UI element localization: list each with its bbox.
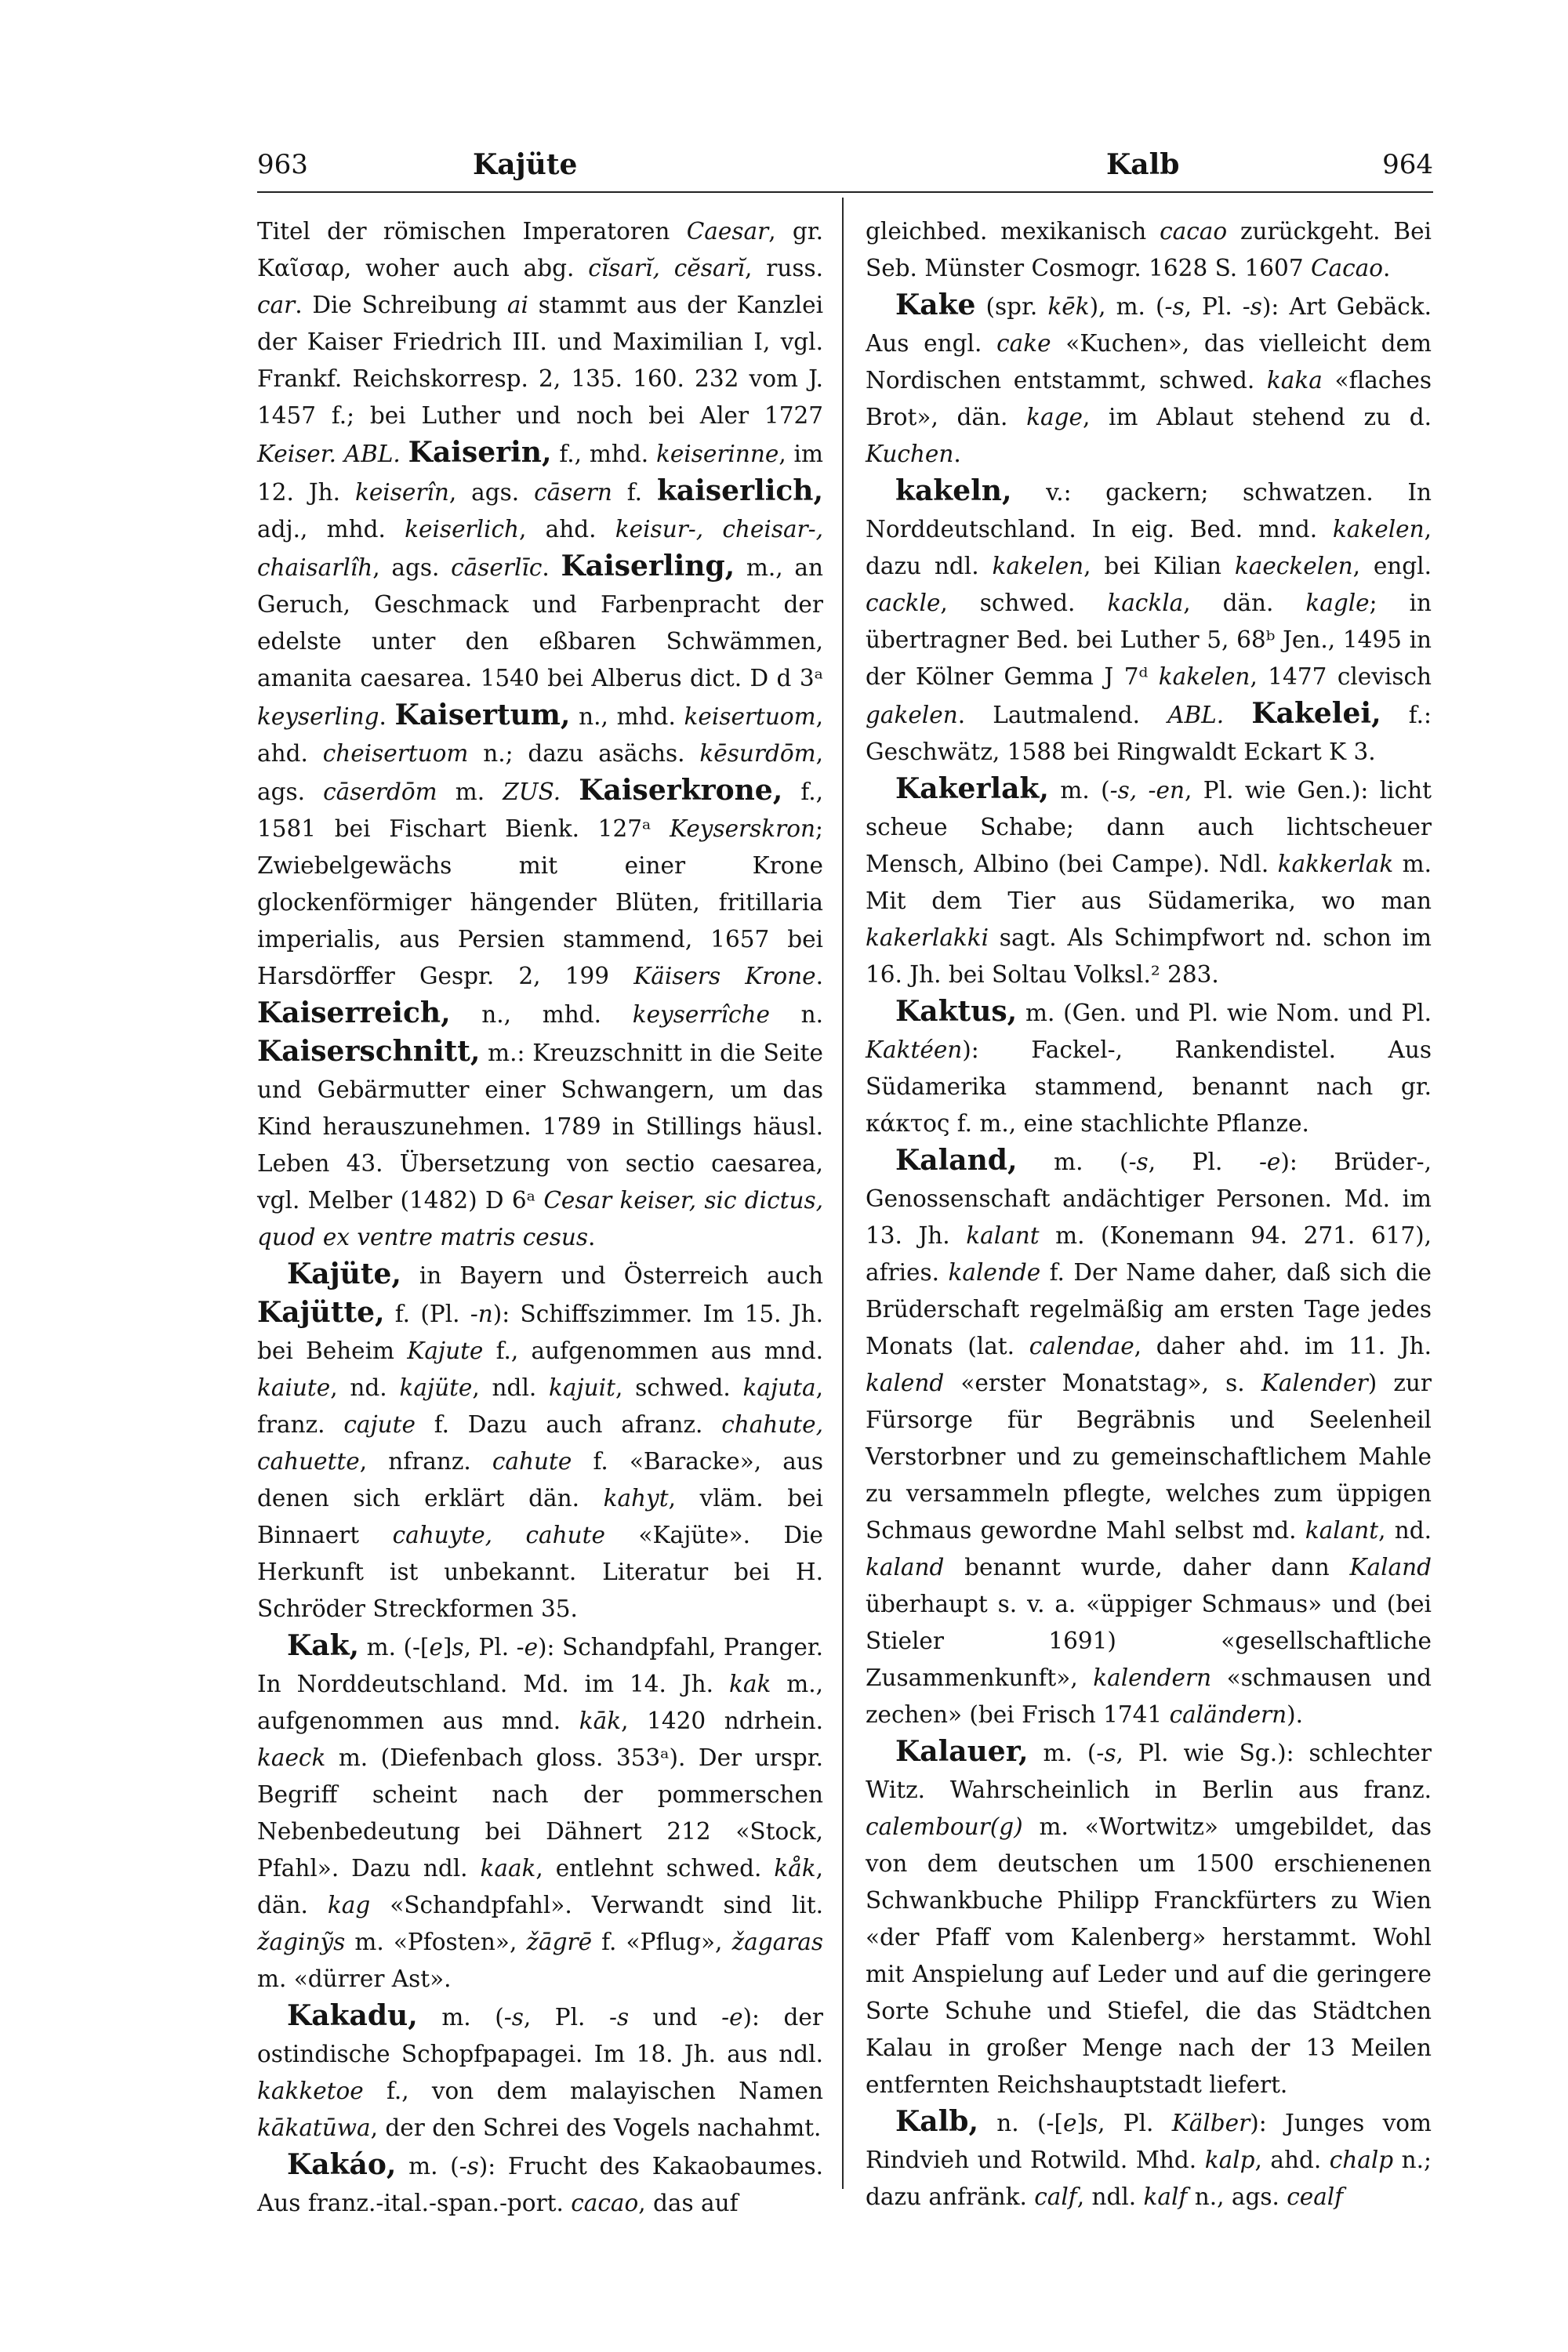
entry-text: m. ( bbox=[396, 2153, 459, 2180]
entry-text: ), m. ( bbox=[1089, 293, 1165, 320]
italic-form: kakerlakki bbox=[866, 924, 989, 951]
entry-text: f., mhd. bbox=[551, 441, 656, 467]
italic-form: cajute bbox=[343, 1411, 416, 1438]
headword: Kak, bbox=[287, 1629, 360, 1662]
entry-text: ): Fackel-, Rankendistel. Aus Südamerika stammend, benannt nach gr. κάκτος f. m., eine stachlichte Pflanze. bbox=[866, 1036, 1432, 1137]
entry-text: n.; dazu asächs. bbox=[468, 740, 700, 767]
entry-text: ): Schiffszimmer. Im 15. Jh. bei Beheim bbox=[257, 1301, 823, 1364]
italic-form: kakketoe bbox=[257, 2078, 364, 2104]
italic-form: Kälber bbox=[1171, 2110, 1250, 2136]
entry-text: m. ( bbox=[417, 2004, 504, 2031]
entry-text: , 1477 clevisch bbox=[1250, 663, 1432, 690]
italic-form: cheisertuom bbox=[322, 740, 469, 767]
italic-form: chalp bbox=[1329, 2147, 1394, 2173]
entry-text: «Kajüte». Die Herkunft ist unbekannt. Literatur bei H. Schröder Streckformen 35. bbox=[257, 1522, 823, 1622]
dictionary-entry bbox=[257, 1256, 823, 1628]
italic-form: kalant bbox=[1305, 1517, 1379, 1544]
running-head bbox=[257, 141, 1433, 188]
italic-form: kāk bbox=[579, 1708, 622, 1734]
entry-text: . Lautmalend. bbox=[957, 702, 1168, 728]
left-column bbox=[257, 213, 823, 2222]
entry-text: , im 12. Jh. bbox=[257, 441, 823, 506]
italic-form: kak bbox=[728, 1671, 771, 1697]
italic-form: ABL. bbox=[1167, 702, 1225, 728]
italic-form: -s bbox=[609, 2004, 630, 2031]
italic-form: kagle bbox=[1305, 590, 1370, 616]
italic-form: kalp bbox=[1204, 2147, 1255, 2173]
italic-form: -s bbox=[459, 2153, 479, 2180]
italic-form: kaiute bbox=[257, 1374, 331, 1401]
italic-form: žagaras bbox=[731, 1929, 824, 1955]
entry-text: , ndl. bbox=[1076, 2183, 1144, 2210]
entry-text: n.; dazu anfränk. bbox=[866, 2147, 1432, 2210]
left-page-number: 963 bbox=[257, 149, 308, 180]
italic-form: e bbox=[1062, 2110, 1077, 2136]
italic-form: -e bbox=[516, 1634, 539, 1661]
dictionary-entry bbox=[866, 213, 1432, 287]
entry-text: m. «Wortwitz» umgebildet, das von dem deutschen um 1500 erschienenen Schwankbuche Philipp Franckfürters zu Wien «der Pfaff vom Kalenberg» herstammt. Wohl mit Anspielung auf Leder und auf die geringere Sorte Schuhe und Stiefel, die das Städtchen Kalau in großer Menge nach der 13 Meilen entfernten Reichshauptstadt liefert. bbox=[866, 1813, 1432, 2098]
entry-text: m. (Konemann 94. 271. 617), afries. bbox=[866, 1222, 1432, 1286]
italic-form: -s bbox=[1242, 293, 1262, 320]
italic-form: kaland bbox=[866, 1554, 945, 1581]
italic-form: ZUS. bbox=[503, 779, 561, 805]
italic-form: Cesar keiser, sic dictus, quod ex ventre matris cesus bbox=[257, 1187, 823, 1250]
headword: Kaiserschnitt, bbox=[257, 1035, 481, 1068]
italic-form: žāgrē bbox=[526, 1929, 593, 1955]
entry-text: ): Schandpfahl, Pranger. In Norddeutschland. Md. im 14. Jh. bbox=[257, 1634, 824, 1697]
headword: kakeln, bbox=[895, 474, 1012, 507]
entry-text: , ahd. bbox=[519, 516, 615, 543]
entry-text: m. ( bbox=[1048, 777, 1110, 804]
italic-form: kaak bbox=[480, 1855, 536, 1882]
column-divider bbox=[842, 198, 844, 2189]
italic-form: -s, -en bbox=[1109, 777, 1185, 804]
entry-text: und bbox=[629, 2004, 722, 2031]
italic-form: Käisers Krone bbox=[633, 963, 816, 989]
dictionary-entry bbox=[866, 1733, 1432, 2103]
italic-form: s bbox=[452, 1634, 464, 1661]
italic-form: keyserling bbox=[257, 703, 379, 730]
dictionary-entry bbox=[257, 1628, 823, 1998]
headword: Kaiserreich, bbox=[257, 996, 451, 1029]
italic-form: Caesar bbox=[686, 218, 769, 245]
italic-form: ai bbox=[506, 292, 528, 318]
italic-form: s bbox=[1085, 2110, 1098, 2136]
headword: Kaktus, bbox=[895, 995, 1018, 1028]
entry-text: «flaches Brot», dän. bbox=[866, 367, 1432, 430]
italic-form: -s bbox=[1128, 1149, 1149, 1175]
headword: Kakerlak, bbox=[895, 772, 1049, 805]
italic-form: kakelen bbox=[1158, 663, 1250, 690]
entry-text: m. (Diefenbach gloss. 353ᵃ). Der urspr. Begriff scheint nach der pommerschen Nebenbedeutung bei Dähnert 212 «Stock, Pfahl». Dazu ndl. bbox=[257, 1744, 823, 1882]
entry-text: «Schandpfahl». Verwandt sind lit. bbox=[370, 1892, 823, 1918]
entry-text: , gr. Καῖσαρ, woher auch abg. bbox=[257, 218, 823, 281]
entry-text: «Kuchen», das vielleicht dem Nordischen entstammt, schwed. bbox=[866, 330, 1432, 394]
italic-form: Cacao bbox=[1310, 255, 1383, 281]
entry-text: benannt wurde, daher dann bbox=[944, 1554, 1350, 1581]
entry-text: f. (Pl. bbox=[384, 1301, 470, 1327]
entry-text: , ags. bbox=[448, 479, 535, 506]
italic-form: cake bbox=[996, 330, 1051, 357]
italic-form: -n bbox=[470, 1301, 493, 1327]
entry-text: , vläm. bei Binnaert bbox=[257, 1485, 823, 1548]
italic-form: keisur-, cheisar-, chaisarlîh bbox=[257, 516, 823, 581]
entry-text: f., von dem malayischen Namen bbox=[363, 2078, 823, 2104]
italic-form: kākatūwa bbox=[257, 2114, 371, 2141]
italic-form: kage bbox=[1026, 404, 1083, 430]
entry-text: n., mhd. bbox=[570, 703, 684, 730]
italic-form: Kalender bbox=[1261, 1370, 1368, 1396]
entry-text: . bbox=[588, 1224, 596, 1250]
entry-text: , Pl. bbox=[1098, 2110, 1172, 2136]
italic-form: caländern bbox=[1169, 1701, 1287, 1728]
italic-form: cĭsarĭ, cĕsarĭ bbox=[588, 255, 745, 281]
italic-form: kahyt bbox=[603, 1485, 669, 1512]
headword: Kaiserkrone, bbox=[579, 774, 783, 807]
entry-text: m. (-[ bbox=[359, 1634, 430, 1661]
entry-text: n., ags. bbox=[1187, 2183, 1287, 2210]
header-rule bbox=[257, 191, 1433, 193]
dictionary-entry bbox=[257, 213, 823, 1256]
entry-text: , das auf bbox=[638, 2190, 739, 2216]
italic-form: Kaktéen bbox=[866, 1036, 963, 1063]
italic-form: keiserlich bbox=[405, 516, 520, 543]
entry-text: «schmausen und zechen» (bei Frisch 1741 bbox=[866, 1664, 1432, 1728]
dictionary-entry bbox=[866, 1142, 1432, 1733]
entry-text: n. (-[ bbox=[978, 2110, 1063, 2136]
italic-form: kakelen bbox=[992, 553, 1084, 579]
headword: Kaiserin, bbox=[408, 436, 552, 469]
italic-form: kag bbox=[327, 1892, 371, 1918]
headword: Kajüte, bbox=[287, 1258, 401, 1290]
entry-text: m. «dürrer Ast». bbox=[257, 1965, 452, 1992]
entry-text: , bei Kilian bbox=[1083, 553, 1235, 579]
entry-text: f. Der Name daher, daß sich die Brüderschaft regelmäßig am ersten Tage jedes Monats (lat. bbox=[866, 1259, 1432, 1359]
entry-text: f. «Pflug», bbox=[592, 1929, 732, 1955]
entry-text: , Pl. bbox=[523, 2004, 609, 2031]
entry-text: m. ( bbox=[1017, 1149, 1129, 1175]
entry-text: , im Ablaut stehend zu d. bbox=[1082, 404, 1432, 430]
italic-form: kaka bbox=[1266, 367, 1323, 394]
entry-text: stammt aus der Kanzlei der Kaiser Friedrich III. und Maximilian I, vgl. Frankf. Reichskorresp. 2, 135. 160. 232 vom J. 1457 f.; bei Luther und noch bei Aler 1727 bbox=[257, 292, 824, 429]
italic-form: kēsurdōm bbox=[699, 740, 816, 767]
headword: Kaland, bbox=[895, 1144, 1018, 1177]
entry-text: sagt. Als Schimpfwort nd. schon im 16. Jh. bei Soltau Volksl.² 283. bbox=[866, 924, 1432, 988]
entry-text: n., mhd. bbox=[450, 1001, 633, 1028]
entry-text: , engl. bbox=[1352, 553, 1432, 579]
italic-form: kajuit bbox=[549, 1374, 615, 1401]
entry-text: ): Art Gebäck. Aus engl. bbox=[866, 293, 1432, 357]
entry-text: , schwed. bbox=[940, 590, 1108, 616]
italic-form: cāsern bbox=[534, 479, 612, 506]
italic-form: žaginỹs bbox=[257, 1929, 346, 1955]
italic-form: -s bbox=[1096, 1740, 1116, 1766]
entry-text: , nd. bbox=[330, 1374, 400, 1401]
entry-text: , nd. bbox=[1378, 1517, 1432, 1544]
italic-form: kajüte bbox=[399, 1374, 473, 1401]
entry-text: in Bayern und Österreich auch bbox=[401, 1262, 823, 1289]
italic-form: kēk bbox=[1047, 293, 1090, 320]
entry-text: m. Mit dem Tier aus Südamerika, wo man bbox=[866, 851, 1432, 914]
italic-form: kalant bbox=[966, 1222, 1040, 1249]
italic-form: Kaland bbox=[1349, 1554, 1432, 1581]
entry-text: , ahd. bbox=[257, 703, 823, 767]
entry-text: , ags. bbox=[257, 740, 823, 805]
italic-form: cāserdōm bbox=[323, 779, 437, 805]
entry-text: adj., mhd. bbox=[257, 516, 405, 543]
italic-form: kajuta bbox=[742, 1374, 816, 1401]
entry-text bbox=[1224, 702, 1251, 728]
headword: Kakadu, bbox=[287, 1999, 418, 2032]
entry-text: m. (Gen. und Pl. wie Nom. und Pl. bbox=[1017, 1000, 1432, 1026]
dictionary-entry bbox=[257, 2147, 823, 2222]
italic-form: keisertuom bbox=[684, 703, 816, 730]
entry-text: , dazu ndl. bbox=[866, 516, 1432, 579]
dictionary-entry bbox=[866, 2103, 1432, 2216]
entry-text: , franz. bbox=[257, 1374, 823, 1438]
entry-text: (spr. bbox=[975, 293, 1048, 320]
entry-text: f., 1581 bei Fischart Bienk. 127ᵃ bbox=[257, 779, 823, 842]
entry-text: . bbox=[815, 963, 823, 989]
entry-text: , der den Schrei des Vogels nachahmt. bbox=[370, 2114, 822, 2141]
entry-text: ): Junges vom Rindvieh und Rotwild. Mhd. bbox=[866, 2110, 1432, 2173]
entry-text: ). bbox=[1287, 1701, 1304, 1728]
italic-form: e bbox=[429, 1634, 443, 1661]
entry-text: m. «Pfosten», bbox=[345, 1929, 527, 1955]
headword: kaiserlich, bbox=[656, 474, 824, 507]
entry-text: ] bbox=[442, 1634, 452, 1661]
right-guide-word: Kalb bbox=[1106, 148, 1180, 181]
italic-form: calf bbox=[1034, 2183, 1077, 2210]
left-guide-word: Kajüte bbox=[473, 148, 578, 181]
italic-form: kackla bbox=[1107, 590, 1184, 616]
entry-text: , Pl. wie Sg.): schlechter Witz. Wahrscheinlich in Berlin aus franz. bbox=[866, 1740, 1432, 1803]
entry-text: ; Zwiebelgewächs mit einer Krone glockenförmiger hängender Blüten, fritillaria imperialis, aus Persien stammend, 1657 bei Harsdörffer Gespr. 2, 199 bbox=[257, 815, 823, 989]
italic-form: keyserrîche bbox=[632, 1001, 770, 1028]
italic-form: kalf bbox=[1143, 2183, 1188, 2210]
entry-text: ): der ostindische Schopfpapagei. Im 18. Jh. aus ndl. bbox=[257, 2004, 823, 2067]
dictionary-entry bbox=[257, 1998, 823, 2147]
italic-form: kåk bbox=[774, 1855, 816, 1882]
entry-text: m. bbox=[437, 779, 503, 805]
entry-text: , daher ahd. im 11. Jh. bbox=[1134, 1333, 1432, 1359]
entry-text: ): Brüder-, Genossenschaft andächtiger Personen. Md. im 13. Jh. bbox=[866, 1149, 1432, 1249]
right-column bbox=[866, 213, 1432, 2216]
italic-form: calembour(g) bbox=[866, 1813, 1023, 1840]
entry-text: . bbox=[542, 554, 561, 581]
italic-form: cahute bbox=[492, 1448, 572, 1475]
entry-text: ): Frucht des Kakaobaumes. Aus franz.-ital.-span.-port. bbox=[257, 2153, 823, 2216]
italic-form: chahute, cahuette bbox=[257, 1411, 824, 1475]
entry-text: , nfranz. bbox=[359, 1448, 492, 1475]
headword: Kajütte, bbox=[257, 1296, 385, 1329]
entry-text bbox=[561, 779, 579, 805]
entry-text: . bbox=[379, 703, 395, 730]
entry-text: , Pl. bbox=[1184, 293, 1243, 320]
entry-text: n. bbox=[769, 1001, 823, 1028]
italic-form: keiserîn bbox=[354, 479, 449, 506]
dictionary-entry bbox=[866, 287, 1432, 473]
entry-text: , Pl. bbox=[463, 1634, 517, 1661]
entry-text: , Pl. bbox=[1148, 1149, 1259, 1175]
entry-text: f. bbox=[612, 479, 657, 506]
entry-text: «erster Monatstag», s. bbox=[944, 1370, 1261, 1396]
entry-text: ) zur Fürsorge für Begräbnis und Seelenheil Verstorbner und zu gemeinschaftlichem Mahle zu versammeln pflegte, welches zum üppigen Schmaus gewordne Mahl selbst md. bbox=[866, 1370, 1432, 1544]
italic-form: -s bbox=[1164, 293, 1185, 320]
headword: Kaiserling, bbox=[561, 550, 735, 583]
entry-text: , Pl. wie Gen.): licht scheue Schabe; dann auch lichtscheuer Mensch, Albino (bei Campe). Ndl. bbox=[866, 777, 1432, 877]
italic-form: cāserlīc bbox=[451, 554, 543, 581]
headword: Kakelei, bbox=[1251, 697, 1381, 730]
entry-text: , 1420 ndrhein. bbox=[621, 1708, 823, 1734]
entry-text: ] bbox=[1076, 2110, 1086, 2136]
italic-form: kalende bbox=[948, 1259, 1041, 1286]
italic-form: cealf bbox=[1287, 2183, 1344, 2210]
entry-text: m. ( bbox=[1028, 1740, 1097, 1766]
italic-form: gakelen bbox=[866, 702, 958, 728]
italic-form: kakelen bbox=[1332, 516, 1425, 543]
entry-text: m., aufgenommen aus mnd. bbox=[257, 1671, 823, 1734]
entry-text: , dän. bbox=[1183, 590, 1306, 616]
italic-form: kakkerlak bbox=[1277, 851, 1394, 877]
entry-text: f. «Baracke», aus denen sich erklärt dän. bbox=[257, 1448, 823, 1512]
entry-text: , russ. bbox=[744, 255, 824, 281]
entry-text: zurückgeht. Bei Seb. Münster Cosmogr. 1628 S. 1607 bbox=[866, 218, 1432, 281]
italic-form: Keiser. ABL. bbox=[257, 441, 401, 467]
italic-form: Kuchen bbox=[866, 441, 954, 467]
entry-text: , ahd. bbox=[1254, 2147, 1330, 2173]
entry-text: f., aufgenommen aus mnd. bbox=[483, 1338, 823, 1364]
italic-form: kaeck bbox=[257, 1744, 326, 1771]
italic-form: -e bbox=[721, 2004, 743, 2031]
italic-form: cackle bbox=[866, 590, 941, 616]
entry-text: , ndl. bbox=[472, 1374, 550, 1401]
dictionary-entry bbox=[866, 993, 1432, 1142]
entry-text: Titel der römischen Imperatoren bbox=[257, 218, 687, 245]
italic-form: kaeckelen bbox=[1234, 553, 1353, 579]
entry-text: überhaupt s. v. a. «üppiger Schmaus» und (bei Stieler 1691) «gesellschaftliche Zusammenkunft», bbox=[866, 1591, 1432, 1691]
italic-form: kalendern bbox=[1093, 1664, 1212, 1691]
headword: Kake bbox=[895, 289, 976, 321]
italic-form: cahuyte, cahute bbox=[392, 1522, 605, 1548]
entry-text: ; in übertragner Bed. bei Luther 5, 68ᵇ Jen., 1495 in der Kölner Gemma J 7ᵈ bbox=[866, 590, 1432, 690]
entry-text: . bbox=[1383, 255, 1391, 281]
dictionary-entry bbox=[866, 771, 1432, 993]
italic-form: kalend bbox=[866, 1370, 945, 1396]
italic-form: calendae bbox=[1029, 1333, 1134, 1359]
italic-form: -s bbox=[503, 2004, 524, 2031]
entry-text: gleichbed. mexikanisch bbox=[866, 218, 1160, 245]
headword: Kaisertum, bbox=[394, 699, 571, 731]
italic-form: cacao bbox=[1160, 218, 1228, 245]
entry-text: f. Dazu auch afranz. bbox=[415, 1411, 722, 1438]
entry-text: . bbox=[953, 441, 961, 467]
entry-text: m.: Kreuzschnitt in die Seite und Gebärmutter einer Schwangern, um das Kind herauszunehmen. 1789 in Stillings häusl. Leben 43. Übersetzung von sectio caesarea, vgl. Melber (1482) D 6ᵃ bbox=[257, 1040, 823, 1214]
entry-text: m., an Geruch, Geschmack und Farbenpracht der edelste unter den eßbaren Schwämmen, amanita caesarea. 1540 bei Alberus dict. D d 3ᵃ bbox=[257, 554, 823, 691]
headword: Kakáo, bbox=[287, 2148, 397, 2181]
italic-form: car bbox=[257, 292, 296, 318]
italic-form: Keyserskron bbox=[670, 815, 816, 842]
italic-form: cacao bbox=[571, 2190, 639, 2216]
entry-text: v.: gackern; schwatzen. In Norddeutschland. In eig. Bed. mnd. bbox=[866, 479, 1432, 543]
entry-text: , entlehnt schwed. bbox=[535, 1855, 775, 1882]
italic-form: Kajute bbox=[407, 1338, 484, 1364]
entry-text: . Die Schreibung bbox=[295, 292, 507, 318]
entry-text bbox=[401, 441, 408, 467]
right-page-number: 964 bbox=[1382, 149, 1433, 180]
entry-text: f.: Geschwätz, 1588 bei Ringwaldt Eckart K 3. bbox=[866, 702, 1432, 765]
dictionary-entry bbox=[866, 473, 1432, 771]
entry-text: , dän. bbox=[257, 1855, 824, 1918]
entry-text: , ags. bbox=[372, 554, 452, 581]
italic-form: -e bbox=[1258, 1149, 1281, 1175]
headword: Kalauer, bbox=[895, 1735, 1029, 1768]
italic-form: keiserinne bbox=[655, 441, 779, 467]
headword: Kalb, bbox=[895, 2105, 978, 2138]
entry-text: , schwed. bbox=[615, 1374, 743, 1401]
